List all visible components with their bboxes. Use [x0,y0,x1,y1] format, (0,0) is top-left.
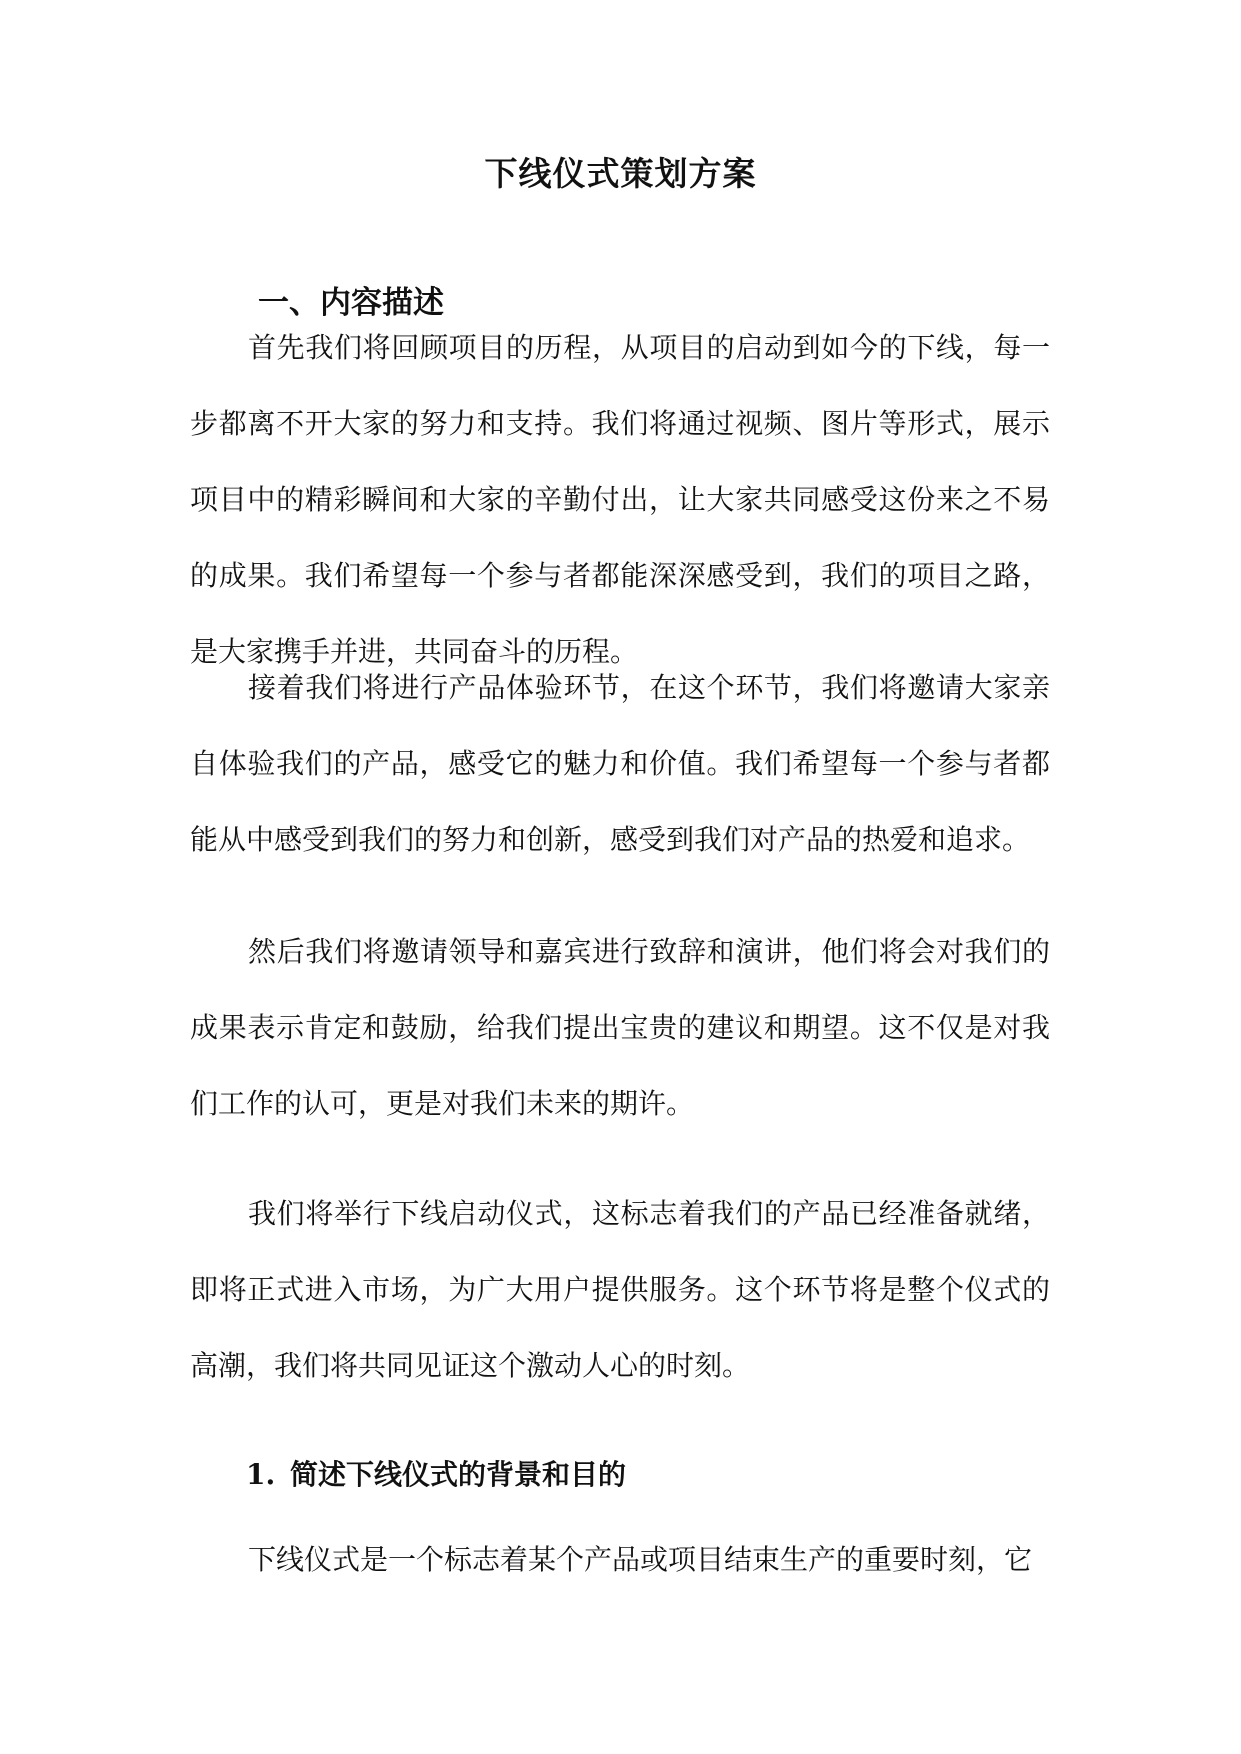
subsection-number: 1. [246,1458,276,1491]
subsection-title: 简述下线仪式的背景和目的 [290,1458,627,1491]
paragraph-background: 下线仪式是一个标志着某个产品或项目结束生产的重要时刻，它 [248,1543,1033,1576]
paragraph-review: 首先我们将回顾项目的历程，从项目的启动到如今的下线，每一步都离不开大家的努力和支持。我们将通过视频、图片等形式，展示项目中的精彩瞬间和大家的辛勤付出，让大家共同感受这份来之不易的成果。我们希望每一个参与者都能深深感受到，我们的项目之路，是大家携手并进，共同奋斗的历程。 [190,331,1050,668]
subsection-heading [246,1452,626,1498]
document-title: 下线仪式策划方案 [484,154,757,193]
paragraph-product-experience: 接着我们将进行产品体验环节，在这个环节，我们将邀请大家亲自体验我们的产品，感受它的魅力和价值。我们希望每一个参与者都能从中感受到我们的努力和创新，感受到我们对产品的热爱和追求。 [190,671,1050,856]
paragraph-speeches: 然后我们将邀请领导和嘉宾进行致辞和演讲，他们将会对我们的成果表示肯定和鼓励，给我们提出宝贵的建议和期望。这不仅是对我们工作的认可，更是对我们未来的期许。 [190,935,1050,1120]
paragraph-launch-ceremony: 我们将举行下线启动仪式，这标志着我们的产品已经准备就绪，即将正式进入市场，为广大用户提供服务。这个环节将是整个仪式的高潮，我们将共同见证这个激动人心的时刻。 [190,1197,1050,1382]
section-heading: 一、内容描述 [258,285,444,321]
